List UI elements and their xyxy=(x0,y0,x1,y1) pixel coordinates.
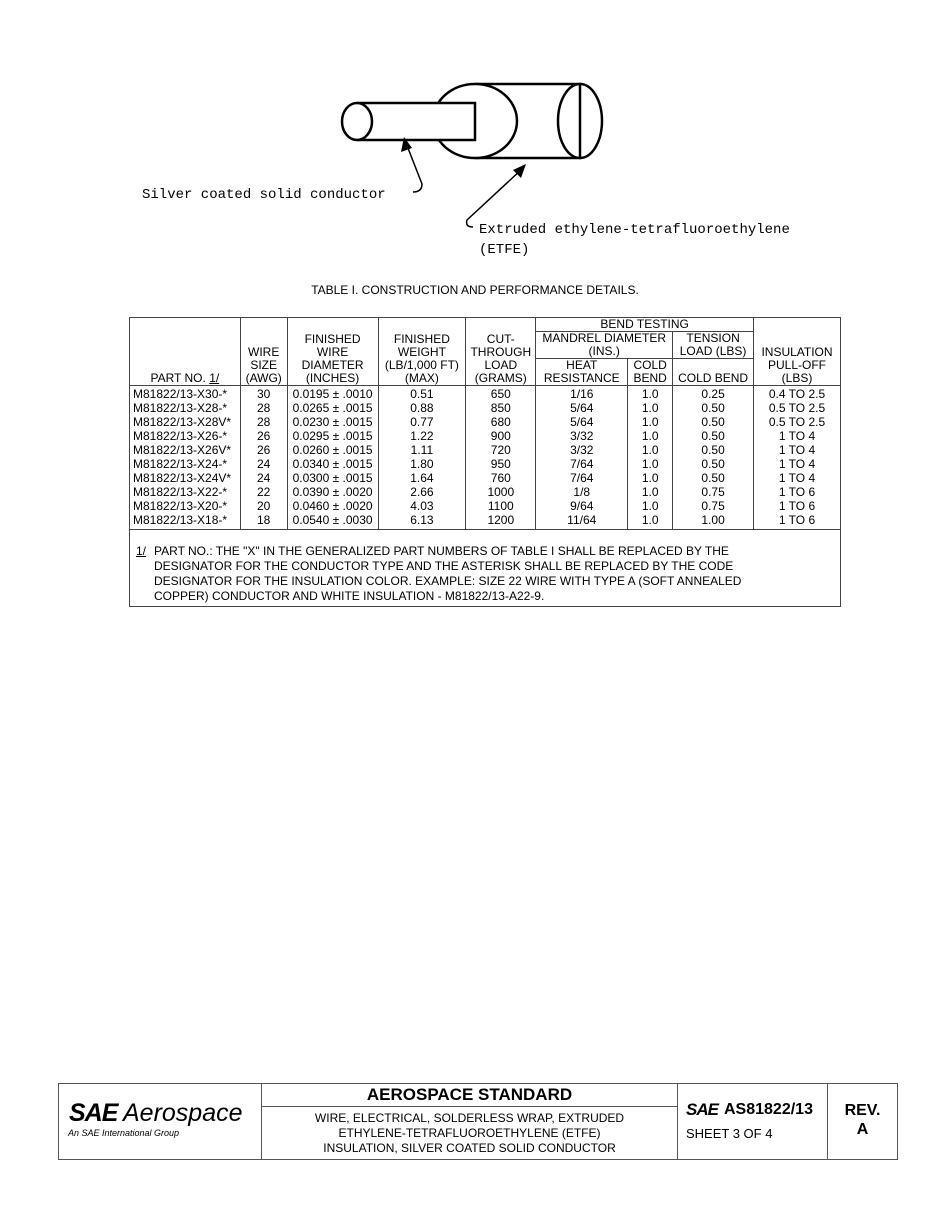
table-cell: 0.0295 ± .0015 xyxy=(287,429,378,443)
table-cell: 7/64 xyxy=(536,457,628,471)
table-cell: 0.77 xyxy=(378,415,466,429)
table-cell: 1.0 xyxy=(628,471,673,485)
table-cell: 0.0390 ± .0020 xyxy=(287,485,378,499)
table-cell: 0.0460 ± .0020 xyxy=(287,499,378,513)
table-cell: 950 xyxy=(466,457,536,471)
table-title: TABLE I. CONSTRUCTION AND PERFORMANCE DETAILS. xyxy=(311,283,639,297)
header-wire-size: WIRE SIZE (AWG) xyxy=(240,318,287,386)
table-cell: 1000 xyxy=(466,485,536,499)
header-finished-weight: FINISHED WEIGHT (LB/1,000 FT) (MAX) xyxy=(378,318,466,386)
table-cell: 1.0 xyxy=(628,485,673,499)
table-cell: 0.25 xyxy=(673,386,754,402)
table-cell: 760 xyxy=(466,471,536,485)
header-bend-testing: BEND TESTING xyxy=(536,318,754,332)
header-insulation-pulloff: INSULATION PULL-OFF (LBS) xyxy=(754,318,841,386)
table-cell: 0.0340 ± .0015 xyxy=(287,457,378,471)
table-cell: 24 xyxy=(240,457,287,471)
conductor-leader xyxy=(406,143,422,192)
sae-aerospace-logo xyxy=(59,1084,262,1159)
table-cell: 1/16 xyxy=(536,386,628,402)
logo-tagline: An SAE International Group xyxy=(68,1128,180,1138)
table-cell: 850 xyxy=(466,401,536,415)
doc-number: AS81822/13 xyxy=(724,1101,813,1118)
table-cell: 0.88 xyxy=(378,401,466,415)
table-row xyxy=(130,471,841,485)
header-cold-bend: COLD BEND xyxy=(628,359,673,386)
table-cell: 1 TO 6 xyxy=(754,513,841,530)
table-cell: 0.50 xyxy=(673,401,754,415)
table-cell: 1.0 xyxy=(628,415,673,429)
doc-mark: SAE xyxy=(686,1100,718,1119)
table-cell: M81822/13-X28V* xyxy=(130,415,241,429)
table-cell: 680 xyxy=(466,415,536,429)
header-tension-load: TENSION LOAD (LBS) xyxy=(673,332,754,359)
table-cell: 7/64 xyxy=(536,471,628,485)
table-cell: 0.5 TO 2.5 xyxy=(754,401,841,415)
conductor-body xyxy=(357,103,475,140)
table-row xyxy=(130,415,841,429)
table-cell: 1.64 xyxy=(378,471,466,485)
table-cell: M81822/13-X18-* xyxy=(130,513,241,530)
table-cell: M81822/13-X24-* xyxy=(130,457,241,471)
table-body xyxy=(130,386,841,530)
header-heat-resistance: HEAT RESISTANCE xyxy=(536,359,628,386)
construction-performance-table xyxy=(129,317,841,607)
table-cell: M81822/13-X26V* xyxy=(130,443,241,457)
table-cell: M81822/13-X24V* xyxy=(130,471,241,485)
table-cell: 0.0265 ± .0015 xyxy=(287,401,378,415)
conductor-end xyxy=(342,103,372,140)
table-cell: 18 xyxy=(240,513,287,530)
table-cell: M81822/13-X28-* xyxy=(130,401,241,415)
table-cell: 5/64 xyxy=(536,401,628,415)
table-cell: 0.50 xyxy=(673,429,754,443)
table-cell: 6.13 xyxy=(378,513,466,530)
table-row xyxy=(130,499,841,513)
table-cell: 650 xyxy=(466,386,536,402)
table-cell: 0.50 xyxy=(673,471,754,485)
table-cell: 11/64 xyxy=(536,513,628,530)
table-cell: 1.11 xyxy=(378,443,466,457)
title-block xyxy=(58,1083,898,1160)
table-row xyxy=(130,513,841,530)
table-cell: 720 xyxy=(466,443,536,457)
table-cell: 0.0230 ± .0015 xyxy=(287,415,378,429)
insulation-label-line2: (ETFE) xyxy=(479,242,530,258)
table-cell: M81822/13-X20-* xyxy=(130,499,241,513)
table-cell: 0.75 xyxy=(673,499,754,513)
header-tension-cold-bend: COLD BEND xyxy=(673,359,754,386)
table-cell: 3/32 xyxy=(536,443,628,457)
table-row xyxy=(130,457,841,471)
footnote-text: PART NO.: THE "X" IN THE GENERALIZED PART NUMBERS OF TABLE I SHALL BE REPLACED BY THE DESIGNATOR FOR THE CONDUCTOR TYPE AND THE ASTERISK SHALL BE REPLACED BY THE CODE DESIGNATOR FOR THE INSULATION COLOR. EXAMPLE: SIZE 22 WIRE WITH TYPE A (SOFT ANNEALED COPPER) CONDUCTOR AND WHITE INSULATION - M81822/13-A22-9. xyxy=(154,544,742,603)
table-cell: 1 TO 4 xyxy=(754,457,841,471)
table-cell: M81822/13-X26-* xyxy=(130,429,241,443)
table-cell: 4.03 xyxy=(378,499,466,513)
standard-label: AEROSPACE STANDARD xyxy=(262,1084,677,1107)
table-cell: 1.0 xyxy=(628,429,673,443)
table-cell: 3/32 xyxy=(536,429,628,443)
table-cell: 1 TO 4 xyxy=(754,443,841,457)
table-cell: 0.0195 ± .0010 xyxy=(287,386,378,402)
table-row xyxy=(130,485,841,499)
table-cell: 1.0 xyxy=(628,443,673,457)
table-cell: 0.50 xyxy=(673,457,754,471)
conductor-label: Silver coated solid conductor xyxy=(142,187,386,203)
table-cell: 0.0300 ± .0015 xyxy=(287,471,378,485)
table-row xyxy=(130,429,841,443)
table-cell: 0.50 xyxy=(673,415,754,429)
table-cell: 0.75 xyxy=(673,485,754,499)
table-cell: 22 xyxy=(240,485,287,499)
table-cell: 0.0540 ± .0030 xyxy=(287,513,378,530)
table-cell: 1.0 xyxy=(628,513,673,530)
table-cell: 2.66 xyxy=(378,485,466,499)
table-row xyxy=(130,386,841,402)
rev-label: REV. xyxy=(844,1102,881,1119)
header-part-no: PART NO. 1/ xyxy=(130,318,241,386)
table-cell: 1.0 xyxy=(628,457,673,471)
sheet-number: SHEET 3 OF 4 xyxy=(686,1126,773,1141)
table-cell: 1.00 xyxy=(673,513,754,530)
logo-mark: SAE xyxy=(69,1099,118,1127)
table-cell: 1 TO 4 xyxy=(754,471,841,485)
document-title: WIRE, ELECTRICAL, SOLDERLESS WRAP, EXTRUDED ETHYLENE-TETRAFLUOROETHYLENE (ETFE) INSULATION, SILVER COATED SOLID CONDUCTOR xyxy=(314,1111,625,1155)
table-row xyxy=(130,443,841,457)
table-cell: 0.4 TO 2.5 xyxy=(754,386,841,402)
table-cell: 28 xyxy=(240,401,287,415)
table-cell: 0.50 xyxy=(673,443,754,457)
document-number-block xyxy=(678,1084,828,1159)
insulation-label-line1: Extruded ethylene-tetrafluoroethylene xyxy=(479,222,790,238)
table-cell: 1200 xyxy=(466,513,536,530)
rev-value: A xyxy=(856,1121,869,1138)
table-cell: 20 xyxy=(240,499,287,513)
header-mandrel-diameter: MANDREL DIAMETER (INS.) xyxy=(536,332,673,359)
revision-block xyxy=(828,1084,897,1159)
table-cell: 1.22 xyxy=(378,429,466,443)
table-cell: 1.0 xyxy=(628,401,673,415)
table-cell: 1100 xyxy=(466,499,536,513)
table-cell: 1.80 xyxy=(378,457,466,471)
table-cell: 1 TO 6 xyxy=(754,485,841,499)
table-row xyxy=(130,401,841,415)
insulation-leader xyxy=(467,169,522,227)
header-cut-through: CUT- THROUGH LOAD (GRAMS) xyxy=(466,318,536,386)
table-cell: 1/8 xyxy=(536,485,628,499)
table-cell: 26 xyxy=(240,443,287,457)
logo-word: Aerospace xyxy=(123,1099,243,1127)
table-cell: M81822/13-X30-* xyxy=(130,386,241,402)
header-finished-diameter: FINISHED WIRE DIAMETER (INCHES) xyxy=(287,318,378,386)
table-cell: 26 xyxy=(240,429,287,443)
table-cell: 0.0260 ± .0015 xyxy=(287,443,378,457)
table-cell: 9/64 xyxy=(536,499,628,513)
table-cell: 900 xyxy=(466,429,536,443)
table-footnote xyxy=(130,530,841,607)
table-cell: 1.0 xyxy=(628,386,673,402)
table-cell: 28 xyxy=(240,415,287,429)
table-cell: 1 TO 6 xyxy=(754,499,841,513)
table-cell: 5/64 xyxy=(536,415,628,429)
table-cell: 0.51 xyxy=(378,386,466,402)
table-cell: 1.0 xyxy=(628,499,673,513)
table-cell: 1 TO 4 xyxy=(754,429,841,443)
table-cell: 30 xyxy=(240,386,287,402)
wire-construction-figure xyxy=(130,70,850,270)
table-cell: M81822/13-X22-* xyxy=(130,485,241,499)
table-cell: 0.5 TO 2.5 xyxy=(754,415,841,429)
table-cell: 24 xyxy=(240,471,287,485)
footnote-mark: 1/ xyxy=(136,544,147,558)
